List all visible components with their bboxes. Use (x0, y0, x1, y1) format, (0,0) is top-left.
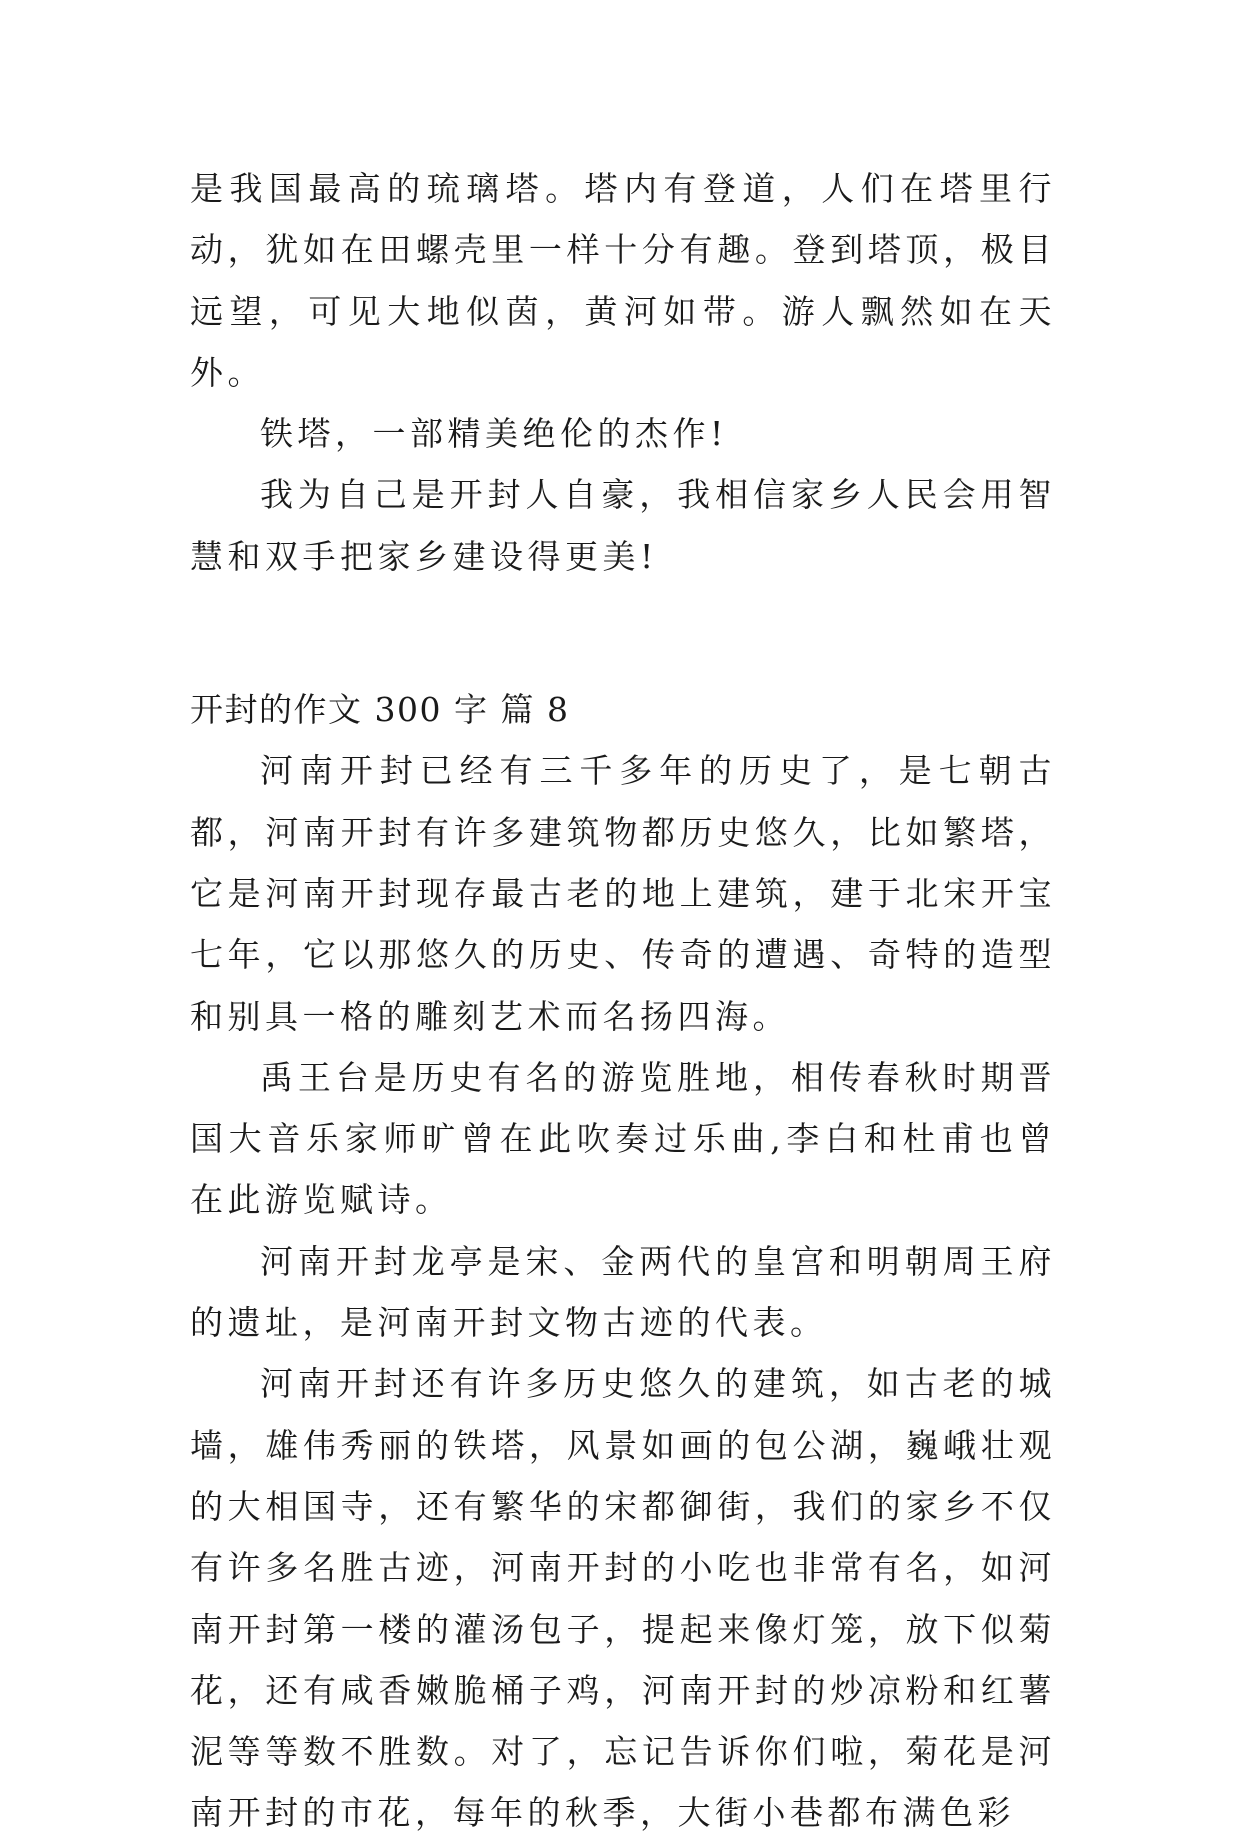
document-page (190, 158, 1056, 1844)
paragraph-history: 河南开封已经有三千多年的历史了，是七朝古都，河南开封有许多建筑物都历史悠久，比如繁塔，它是河南开封现存最古老的地上建筑，建于北宋开宝七年，它以那悠久的历史、传奇的遭遇、奇特的造型和别具一格的雕刻艺术而名扬四海。 (190, 751, 1056, 1036)
paragraph-yuwangtai: 禹王台是历史有名的游览胜地，相传春秋时期晋国大音乐家师旷曾在此吹奏过乐曲,李白和杜甫也曾在此游览赋诗。 (190, 1057, 1056, 1220)
section-gap (190, 587, 1056, 679)
paragraph-buildings-food: 河南开封还有许多历史悠久的建筑，如古老的城墙，雄伟秀丽的铁塔，风景如画的包公湖，巍峨壮观的大相国寺，还有繁华的宋都御街，我们的家乡不仅有许多名胜古迹，河南开封的小吃也非常有名，如河南开封第一楼的灌汤包子，提起来像灯笼，放下似菊花，还有咸香嫩脆桶子鸡，河南开封的炒凉粉和红薯泥等等数不胜数。对了，忘记告诉你们啦，菊花是河南开封的市花，每年的秋季，大街小巷都布满色彩 (190, 1364, 1056, 1833)
paragraph-pride: 我为自己是开封人自豪，我相信家乡人民会用智慧和双手把家乡建设得更美! (190, 475, 1056, 576)
paragraph-longting: 河南开封龙亭是宋、金两代的皇宫和明朝周王府的遗址，是河南开封文物古迹的代表。 (190, 1241, 1056, 1343)
paragraph-continued: 是我国最高的琉璃塔。塔内有登道，人们在塔里行动，犹如在田螺壳里一样十分有趣。登到塔顶，极目远望，可见大地似茵，黄河如带。游人飘然如在天外。 (190, 169, 1056, 392)
paragraph-iron-tower: 铁塔，一部精美绝伦的杰作! (260, 414, 728, 454)
section-title: 开封的作文 300 字 篇 8 (190, 690, 570, 730)
